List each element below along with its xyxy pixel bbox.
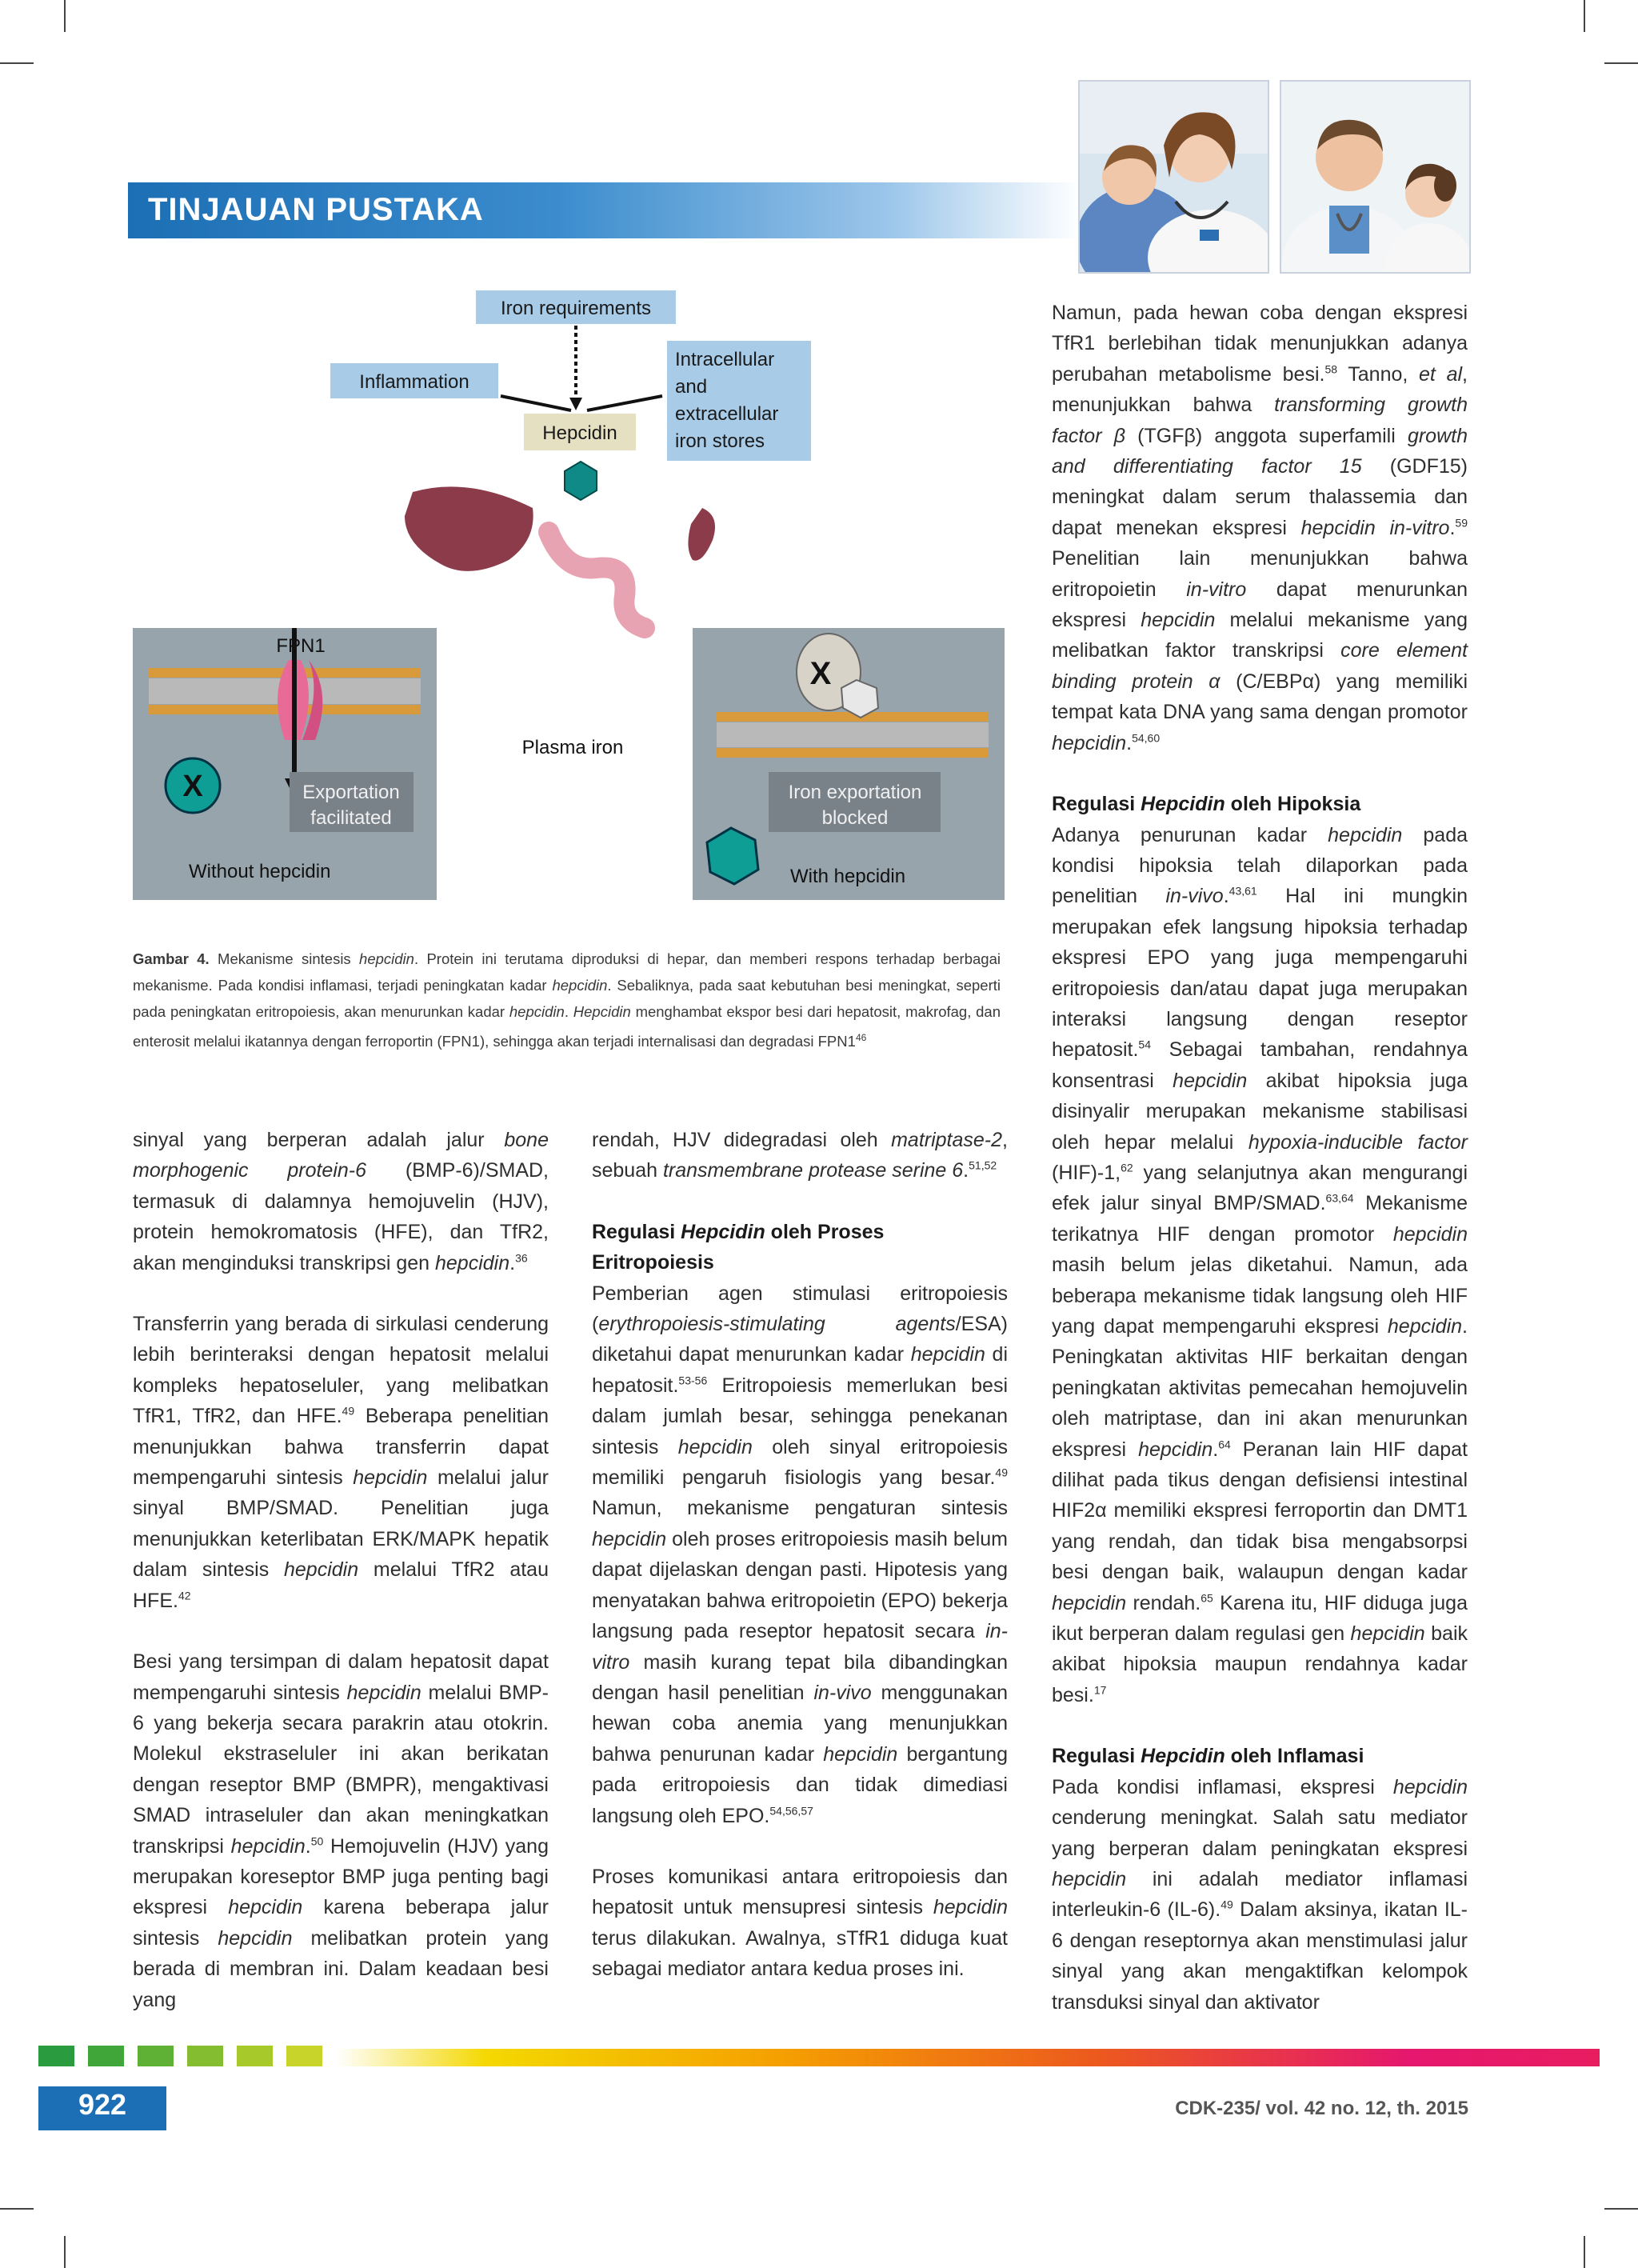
col3-paragraph-3 xyxy=(1052,1772,1468,2018)
col1-paragraph-3 xyxy=(133,1646,549,2015)
col1-paragraph-1 xyxy=(133,1125,549,1278)
italic-text: hepcidin xyxy=(218,1926,293,1950)
italic-text: Hepcidin xyxy=(681,1220,765,1243)
text: Sebagai tambahan, rendahnya konsentrasi xyxy=(1052,1038,1468,1092)
ref: 63,64 xyxy=(1325,1192,1354,1206)
italic-text: matriptase-2 xyxy=(891,1129,1003,1151)
text: (GDF15) meningkat dalam serum thalassemia dan dapat menekan ekspresi xyxy=(1052,455,1468,539)
text: masih belum jelas diketahui. Namun, ada beberapa mekanisme tidak langsung oleh HIF yang dapat mempengaruhi ekspresi xyxy=(1052,1254,1468,1338)
col3-paragraph-1 xyxy=(1052,298,1468,758)
arrow-stores xyxy=(587,396,662,410)
ref: 43,61 xyxy=(1228,884,1257,898)
text: . xyxy=(1449,516,1456,539)
text: Peranan lain HIF dapat dilihat pada tikus dengan defisiensi intestinal HIF2α memiliki ekspresi ferroportin dan DMT1 yang rendah, dan tidak bisa mengabsorpsi besi dengan baik, walaupun dengan kadar xyxy=(1052,1438,1468,1584)
italic-text: in-vivo xyxy=(813,1681,872,1704)
figure-hepcidin-mechanism xyxy=(133,276,1005,908)
ref: 59 xyxy=(1455,516,1468,530)
column-1 xyxy=(133,1125,549,2046)
footer-square xyxy=(38,2046,74,2066)
text: rendah, HJV didegradasi oleh xyxy=(592,1129,892,1151)
text: oleh sinyal eritropoiesis memiliki pengaruh fisiologis yang besar. xyxy=(592,1435,1008,1490)
ref: 65 xyxy=(1201,1591,1213,1605)
col2-paragraph-2 xyxy=(592,1278,1008,1831)
text: di hepatosit. xyxy=(592,1343,1008,1397)
italic-text: hepcidin xyxy=(1052,731,1127,754)
crop-mark xyxy=(0,62,34,64)
crop-mark xyxy=(64,0,66,32)
crop-mark xyxy=(64,2236,66,2268)
italic-text: hepcidin xyxy=(353,1466,428,1490)
text: melibatkan protein yang berada di membran ini. Dalam keadaan besi yang xyxy=(133,1926,549,2011)
italic-text: transforming growth factor β xyxy=(1052,394,1468,447)
text: Hal ini mungkin merupakan efek langsung hipoksia terhadap ekspresi EPO yang juga mempengaruhi eritropoiesis dan/atau dapat juga merupakan interaksi langsung dengan reseptor hepatosit. xyxy=(1052,885,1468,1062)
text: . xyxy=(1213,1438,1219,1461)
ref: 64 xyxy=(1218,1438,1231,1451)
col3-heading-hipoksia xyxy=(1052,789,1468,819)
italic-text: hepcidin xyxy=(1350,1622,1425,1646)
caption-label: Gambar 4. xyxy=(133,950,210,967)
col1-paragraph-2 xyxy=(133,1309,549,1616)
text: , menunjukkan bahwa xyxy=(1052,362,1468,417)
exportation-facilitated-label-1: Exportation xyxy=(302,782,400,803)
crop-mark xyxy=(1604,62,1638,64)
footer-gradient-line xyxy=(336,2049,1600,2066)
crop-mark xyxy=(1584,2236,1585,2268)
text: Pemberian agen stimulasi eritropoiesis ( xyxy=(592,1282,1008,1336)
ref: 49 xyxy=(995,1466,1008,1479)
italic-text: hepcidin xyxy=(1138,1438,1213,1461)
text: . xyxy=(1223,885,1229,908)
text: . xyxy=(305,1834,311,1858)
text: /ESA) diketahui dapat menurunkan kadar xyxy=(592,1313,1008,1366)
italic-text: hepcidin xyxy=(1392,1775,1468,1798)
ref: 51,52 xyxy=(969,1159,997,1173)
arrow-inflammation xyxy=(501,396,571,410)
col2-paragraph-1 xyxy=(592,1125,1008,1186)
with-hepcidin-label: With hepcidin xyxy=(790,866,906,887)
ref: 54,60 xyxy=(1132,731,1161,745)
caption-text: . Sebaliknya, pada saat kebutuhan besi meningkat, seperti pada peningkatan eritropoiesis, akan menurunkan kadar xyxy=(133,977,1001,1020)
italic-text: core element binding protein α xyxy=(1052,639,1468,693)
caption-text: . xyxy=(564,1003,573,1020)
svg-text:X: X xyxy=(182,770,203,803)
plasma-iron-label: Plasma iron xyxy=(521,737,624,758)
italic-text: hepcidin xyxy=(346,1681,421,1704)
text: oleh Proses Eritropoiesis xyxy=(592,1220,885,1274)
iron-stores-label-3: extracellular xyxy=(675,403,779,425)
text: yang selanjutnya akan mengurangi efek jalur sinyal BMP/SMAD. xyxy=(1052,1161,1468,1215)
italic-text: Hepcidin xyxy=(1141,793,1225,816)
iron-exportation-blocked-label-1: Iron exportation xyxy=(788,782,922,803)
exportation-facilitated-label-2: facilitated xyxy=(310,807,392,829)
italic-text: hepcidin xyxy=(230,1834,306,1858)
italic-text: hepcidin xyxy=(1392,1222,1468,1246)
caption-italic: Hepcidin xyxy=(573,1003,631,1020)
italic-text: in-vivo xyxy=(1165,885,1224,908)
ref: 58 xyxy=(1324,362,1338,376)
italic-text: hepcidin xyxy=(677,1435,753,1458)
footer-square xyxy=(88,2046,124,2066)
column-2 xyxy=(592,1125,1008,2015)
caption-text: . Protein ini terutama diproduksi di hepar, dan memberi respons terhadap berbagai mekanisme. Pada kondisi inflamasi, terjadi peningkatan kadar xyxy=(133,950,1001,994)
text: terus dilakukan. Awalnya, sTfR1 diduga kuat sebagai mediator antara kedua proses ini. xyxy=(592,1926,1008,1981)
text: akibat hipoksia juga disinyalir merupakan mekanisme stabilisasi oleh hepar melalui xyxy=(1052,1069,1468,1154)
footer-square xyxy=(286,2046,322,2066)
text: Tanno, xyxy=(1337,362,1420,386)
italic-text: erythropoiesis-stimulating agents xyxy=(598,1313,956,1336)
text: Besi yang tersimpan di dalam hepatosit dapat mempengaruhi sintesis xyxy=(133,1650,549,1704)
text: menggunakan hewan coba anemia yang menunjukkan bahwa penurunan kadar xyxy=(592,1681,1008,1766)
italic-text: hepcidin xyxy=(283,1558,359,1582)
intestine-icon xyxy=(549,532,645,628)
ref: 17 xyxy=(1093,1683,1107,1697)
text: baik akibat hipoksia maupun rendahnya kadar besi. xyxy=(1052,1622,1468,1706)
italic-text: in-vitro xyxy=(1186,578,1247,601)
text: melalui mekanisme yang melibatkan faktor transkripsi xyxy=(1052,609,1468,662)
journal-citation: CDK-235/ vol. 42 no. 12, th. 2015 xyxy=(1175,2098,1468,2119)
ref: 54,56,57 xyxy=(769,1804,813,1818)
caption-italic: hepcidin xyxy=(509,1003,565,1020)
text: melalui TfR2 atau HFE. xyxy=(133,1558,549,1612)
text: bergantung pada eritropoiesis dan tidak dimediasi langsung oleh EPO. xyxy=(592,1742,1008,1827)
text: cenderung meningkat. Salah satu mediator yang berperan dalam peningkatan ekspresi xyxy=(1052,1806,1468,1860)
spleen-icon xyxy=(688,508,715,561)
caption-text: Mekanisme sintesis xyxy=(209,950,360,967)
italic-text: hepcidin xyxy=(933,1896,1008,1919)
iron-stores-label-4: iron stores xyxy=(675,430,765,452)
text: dapat menurunkan ekspresi xyxy=(1052,578,1468,632)
footer-square xyxy=(237,2046,273,2066)
italic-text: hepcidin xyxy=(823,1742,898,1766)
italic-text: hepcidin xyxy=(1052,1591,1127,1614)
iron-stores-label-2: and xyxy=(675,376,708,398)
caption-ref: 46 xyxy=(855,1032,867,1043)
italic-text: growth and differentiating factor 15 xyxy=(1052,424,1468,478)
header-photo-doctor-child xyxy=(1078,80,1269,274)
text: . xyxy=(1126,731,1133,754)
italic-text: hepcidin xyxy=(592,1527,667,1550)
text: sinyal yang berperan adalah jalur xyxy=(133,1129,505,1151)
text: melalui BMP-6 yang bekerja secara parakrin atau otokrin. Molekul ekstraseluler ini akan berikatan dengan reseptor BMP (BMPR), mengaktivasi SMAD intraseluler dan akan meningkatkan transkripsi xyxy=(133,1681,549,1858)
iron-stores-label-1: Intracellular xyxy=(675,349,775,370)
text: Proses komunikasi antara eritropoiesis dan hepatosit untuk mensupresi sintesis xyxy=(592,1865,1008,1919)
text: (BMP-6)/SMAD, termasuk di dalamnya hemojuvelin (HJV), protein hemokromatosis (HFE), dan TfR2, akan menginduksi transkripsi gen xyxy=(133,1159,549,1274)
caption-text: menghambat ekspor besi dari hepatosit, makrofag, dan enterosit melalui ikatannya dengan ferroportin (FPN1), sehingga akan terjadi internalisasi dan degradasi FPN1 xyxy=(133,1003,1001,1050)
italic-text: hepcidin xyxy=(434,1251,510,1274)
italic-text: bone morphogenic protein-6 xyxy=(133,1129,549,1182)
text: Namun, mekanisme pengaturan sintesis xyxy=(592,1497,1008,1520)
text: Karena itu, HIF diduga juga ikut berperan dalam regulasi gen xyxy=(1052,1591,1468,1646)
ref: 53-56 xyxy=(678,1374,708,1387)
crop-mark xyxy=(0,2208,34,2210)
svg-text:X: X xyxy=(809,656,832,691)
italic-text: hepcidin xyxy=(228,1896,303,1919)
italic-text: hypoxia-inducible factor xyxy=(1248,1130,1468,1154)
italic-text: hepcidin xyxy=(1173,1069,1248,1092)
text: rendah. xyxy=(1126,1591,1201,1614)
text: oleh Hipoksia xyxy=(1225,793,1361,816)
italic-text: hepcidin xyxy=(910,1343,985,1366)
col2-paragraph-3 xyxy=(592,1862,1008,1985)
footer-square xyxy=(138,2046,174,2066)
text: Dalam aksinya, ikatan IL-6 dengan reseptornya akan menstimulasi jalur sinyal yang akan mengaktifkan kelompok transduksi sinyal dan aktivator xyxy=(1052,1898,1468,2014)
crop-mark xyxy=(1584,0,1585,32)
text: Beberapa penelitian menunjukkan bahwa transferrin dapat mempengaruhi sintesis xyxy=(133,1405,549,1490)
text: Regulasi xyxy=(1052,1745,1141,1768)
ref: 49 xyxy=(342,1404,355,1418)
italic-text: hepcidin xyxy=(1052,1867,1127,1890)
ref: 62 xyxy=(1121,1161,1133,1174)
hepcidin-label: Hepcidin xyxy=(542,422,617,444)
italic-text: hepcidin in-vitro xyxy=(1300,516,1450,539)
ref: 36 xyxy=(515,1251,528,1265)
text: Pada kondisi inflamasi, ekspresi xyxy=(1052,1775,1393,1798)
text: oleh Inflamasi xyxy=(1225,1745,1364,1768)
text: . xyxy=(963,1159,969,1182)
col3-heading-inflamasi xyxy=(1052,1741,1468,1771)
caption-italic: hepcidin xyxy=(359,950,414,967)
text: karena beberapa jalur sintesis xyxy=(133,1896,549,1950)
inflammation-label: Inflammation xyxy=(359,371,469,393)
text: . Peningkatan aktivitas HIF berkaitan dengan peningkatan aktivitas pemecahan hemojuvelin oleh matriptase, dan ini akan menurunkan ekspresi xyxy=(1052,1315,1468,1461)
text: masih kurang tepat bila dibandingkan dengan hasil penelitian xyxy=(592,1650,1008,1704)
ref: 54 xyxy=(1138,1038,1151,1052)
page-number: 922 xyxy=(78,2088,127,2121)
text: melalui jalur sinyal BMP/SMAD. Penelitian juga menunjukkan keterlibatan ERK/MAPK hepatik dalam sintesis xyxy=(133,1466,549,1582)
text: (HIF)-1, xyxy=(1052,1161,1121,1184)
italic-text: et al xyxy=(1419,362,1463,386)
col2-heading-eritropoiesis xyxy=(592,1217,1008,1278)
italic-text: transmembrane protease serine 6 xyxy=(662,1159,964,1182)
text: Regulasi xyxy=(1052,793,1141,816)
hepcidin-molecule-icon xyxy=(565,462,597,500)
text: ini adalah mediator inflamasi interleukin-6 (IL-6). xyxy=(1052,1867,1468,1922)
text: (TGFβ) anggota superfamili xyxy=(1125,424,1408,447)
ref: 50 xyxy=(310,1834,324,1848)
footer-square xyxy=(187,2046,223,2066)
text: Mekanisme terikatnya HIF dengan promotor xyxy=(1052,1192,1468,1246)
fpn1-label: FPN1 xyxy=(276,635,326,657)
iron-exportation-blocked-label-2: blocked xyxy=(821,807,889,829)
col3-paragraph-2 xyxy=(1052,820,1468,1711)
header-photo-medical-team xyxy=(1280,80,1471,274)
italic-text: hepcidin xyxy=(1387,1315,1463,1338)
text: Namun, pada hewan coba dengan ekspresi TfR1 berlebihan tidak menunjukkan adanya perubahan metabolisme besi. xyxy=(1052,302,1468,386)
text: (C/EBPα) yang memiliki tempat kata DNA yang sama dengan promotor xyxy=(1052,670,1468,724)
crop-mark xyxy=(1604,2208,1638,2210)
caption-italic: hepcidin xyxy=(552,977,608,994)
ref: 42 xyxy=(178,1589,191,1602)
text: Penelitian lain menunjukkan bahwa eritropoietin xyxy=(1052,547,1468,601)
section-title: TINJAUAN PUSTAKA xyxy=(148,192,484,227)
text: Hemojuvelin (HJV) yang merupakan koreseptor BMP juga penting bagi ekspresi xyxy=(133,1834,549,1919)
text: Transferrin yang berada di sirkulasi cenderung lebih berinteraksi dengan hepatosit melalui kompleks hepatoseluler, yang melibatkan TfR1, TfR2, dan HFE. xyxy=(133,1313,549,1428)
text: . xyxy=(509,1251,516,1274)
figure-caption xyxy=(133,946,1001,1054)
text: Regulasi xyxy=(592,1220,681,1243)
italic-text: hepcidin xyxy=(1328,823,1403,846)
ref: 49 xyxy=(1221,1898,1233,1911)
liver-icon xyxy=(405,486,533,571)
text: Eritropoiesis memerlukan besi dalam jumlah besar, sehingga penekanan sintesis xyxy=(592,1374,1008,1458)
text: , sebuah xyxy=(592,1129,1008,1182)
italic-text: Hepcidin xyxy=(1141,1745,1225,1768)
without-hepcidin-label: Without hepcidin xyxy=(189,861,331,882)
italic-text: in-vitro xyxy=(592,1620,1008,1674)
text: Adanya penurunan kadar xyxy=(1052,823,1328,846)
iron-requirements-label: Iron requirements xyxy=(500,298,652,319)
text: pada kondisi hipoksia telah dilaporkan pada penelitian xyxy=(1052,823,1468,908)
column-3 xyxy=(1052,298,1468,2048)
italic-text: hepcidin xyxy=(1141,609,1216,632)
text: oleh proses eritropoiesis masih belum dapat dijelaskan dengan pasti. Hipotesis yang menyatakan bahwa eritropoietin (EPO) bekerja langsung pada reseptor hepatosit secara xyxy=(592,1527,1008,1643)
